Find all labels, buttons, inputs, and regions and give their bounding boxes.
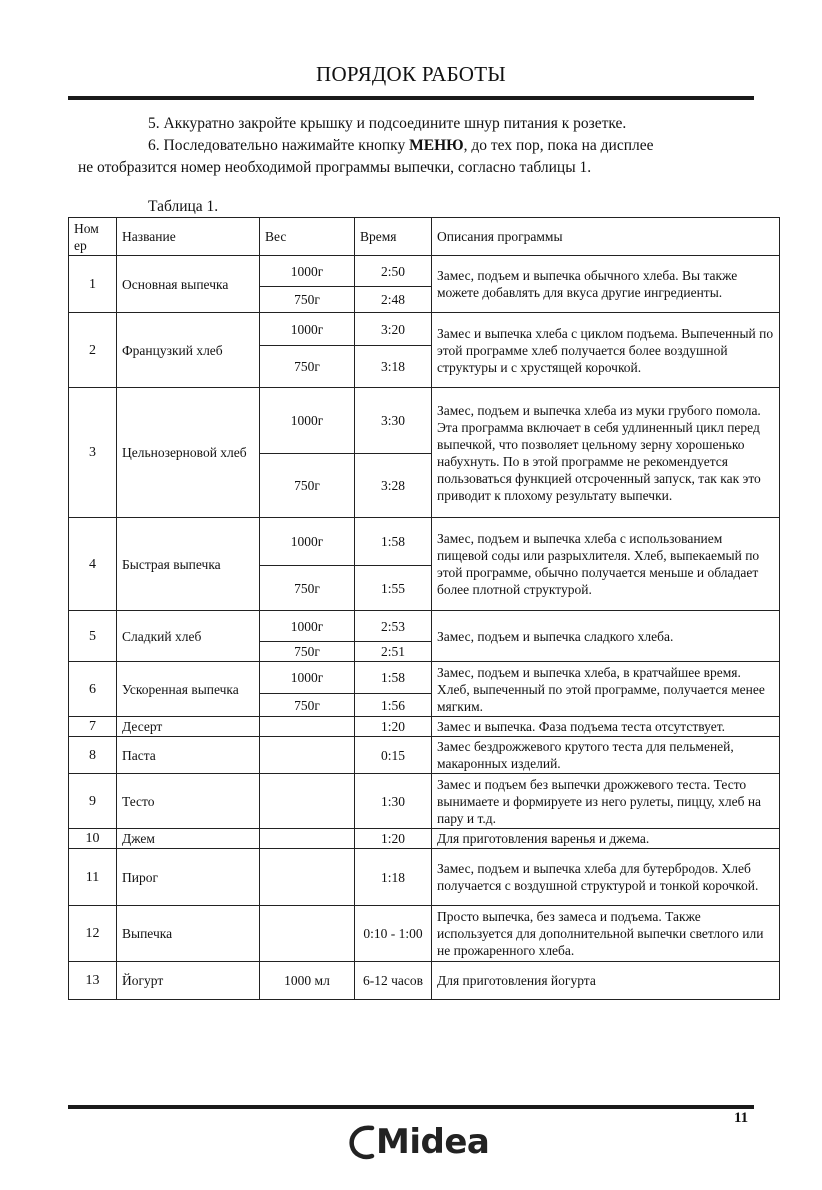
program-number: 9	[69, 774, 117, 829]
table-row	[69, 662, 780, 694]
program-time: 0:15	[355, 737, 432, 774]
program-description: Замес и выпечка хлеба с циклом подъема. Выпеченный по этой программе хлеб получается более воздушной структуры и с хрустящей корочкой.	[432, 313, 780, 388]
program-weight: 750г	[260, 566, 355, 611]
program-description: Замес и подъем без выпечки дрожжевого теста. Тесто вынимаете и формируете из него рулеты, пиццу, хлеб на пару и т.д.	[432, 774, 780, 829]
program-name: Цельнозерновой хлеб	[117, 388, 260, 518]
program-time: 2:51	[355, 642, 432, 662]
step-6-text-continued: не отобразится номер необходимой программы выпечки, согласно таблицы 1.	[78, 159, 592, 176]
program-time: 1:55	[355, 566, 432, 611]
program-time: 1:20	[355, 717, 432, 737]
header-weight: Вес	[260, 218, 355, 256]
header-rule	[68, 96, 754, 100]
program-time: 1:18	[355, 849, 432, 906]
menu-button-name: МЕНЮ	[409, 137, 464, 154]
header-description: Описания программы	[432, 218, 780, 256]
program-time: 2:50	[355, 256, 432, 287]
program-name: Йогурт	[117, 962, 260, 1000]
table-row	[69, 774, 780, 829]
program-description: Замес, подъем и выпечка хлеба из муки грубого помола. Эта программа включает в себя удлиненный цикл перед выпечкой, что позволяет цельному зерну хорошенько набухнуть. По в этой программе не рекомендуется пользоваться функцией отсроченный запуск, так как это приводит к плохому результату выпечки.	[432, 388, 780, 518]
program-time: 3:28	[355, 454, 432, 518]
program-name: Джем	[117, 829, 260, 849]
program-weight	[260, 774, 355, 829]
program-description: Замес, подъем и выпечка хлеба, в кратчайшее время. Хлеб, выпеченный по этой программе, получается менее мягким.	[432, 662, 780, 717]
table-row	[69, 717, 780, 737]
page-number: 11	[734, 1110, 749, 1126]
table-row	[69, 849, 780, 906]
program-weight	[260, 717, 355, 737]
header-name: Название	[117, 218, 260, 256]
program-weight: 750г	[260, 694, 355, 717]
step-5-text: 5. Аккуратно закройте крышку и подсоедините шнур питания к розетке.	[148, 115, 627, 132]
table-row	[69, 611, 780, 642]
footer-rule	[68, 1105, 754, 1109]
program-name: Ускоренная выпечка	[117, 662, 260, 717]
program-description: Замес, подъем и выпечка сладкого хлеба.	[432, 611, 780, 662]
program-description: Замес, подъем и выпечка обычного хлеба. Вы также можете добавлять для вкуса другие ингредиенты.	[432, 256, 780, 313]
logo-text: Midea	[376, 1122, 490, 1162]
table-row	[69, 962, 780, 1000]
program-name: Пирог	[117, 849, 260, 906]
header-number: Ном ер	[69, 218, 117, 256]
header-time: Время	[355, 218, 432, 256]
program-weight: 1000 мл	[260, 962, 355, 1000]
program-weight: 1000г	[260, 388, 355, 454]
program-time: 3:20	[355, 313, 432, 346]
program-description: Замес бездрожжевого крутого теста для пельменей, макаронных изделий.	[432, 737, 780, 774]
program-number: 3	[69, 388, 117, 518]
program-weight	[260, 737, 355, 774]
table-row	[69, 256, 780, 287]
step-6-text	[148, 135, 653, 157]
program-time: 1:58	[355, 662, 432, 694]
table-row	[69, 737, 780, 774]
program-name: Десерт	[117, 717, 260, 737]
program-time: 1:56	[355, 694, 432, 717]
program-weight: 750г	[260, 642, 355, 662]
program-weight	[260, 849, 355, 906]
program-table	[68, 217, 780, 1000]
table-row	[69, 388, 780, 454]
program-description: Для приготовления йогурта	[432, 962, 780, 1000]
program-weight: 750г	[260, 346, 355, 388]
table-row	[69, 906, 780, 962]
step-6-text-start: 6. Последовательно нажимайте кнопку	[148, 137, 410, 154]
program-number: 11	[69, 849, 117, 906]
program-time: 6-12 часов	[355, 962, 432, 1000]
program-time: 3:30	[355, 388, 432, 454]
program-number: 13	[69, 962, 117, 1000]
program-weight: 1000г	[260, 313, 355, 346]
program-time: 1:58	[355, 518, 432, 566]
program-weight: 750г	[260, 287, 355, 313]
program-weight: 750г	[260, 454, 355, 518]
program-time: 2:48	[355, 287, 432, 313]
program-name: Паста	[117, 737, 260, 774]
program-description: Замес, подъем и выпечка хлеба с использованием пищевой соды или разрыхлителя. Хлеб, выпекаемый по этой программе, обычно получается меньше и обладает более плотной структурой.	[432, 518, 780, 611]
program-description: Замес и выпечка. Фаза подъема теста отсутствует.	[432, 717, 780, 737]
table-caption: Таблица 1.	[148, 198, 219, 215]
page-title: ПОРЯДОК РАБОТЫ	[315, 62, 507, 86]
program-number: 8	[69, 737, 117, 774]
midea-logo	[348, 1122, 490, 1162]
program-weight	[260, 829, 355, 849]
program-number: 6	[69, 662, 117, 717]
step-6-text-end: , до тех пор, пока на дисплее	[463, 137, 654, 154]
table-row	[69, 518, 780, 566]
program-number: 7	[69, 717, 117, 737]
program-number: 2	[69, 313, 117, 388]
program-time: 0:10 - 1:00	[355, 906, 432, 962]
program-time: 1:30	[355, 774, 432, 829]
program-name: Основная выпечка	[117, 256, 260, 313]
program-name: Сладкий хлеб	[117, 611, 260, 662]
program-time: 1:20	[355, 829, 432, 849]
program-number: 12	[69, 906, 117, 962]
program-description: Для приготовления варенья и джема.	[432, 829, 780, 849]
program-weight: 1000г	[260, 611, 355, 642]
program-name: Тесто	[117, 774, 260, 829]
program-name: Французкий хлеб	[117, 313, 260, 388]
program-number: 1	[69, 256, 117, 313]
program-number: 10	[69, 829, 117, 849]
program-name: Быстрая выпечка	[117, 518, 260, 611]
program-name: Выпечка	[117, 906, 260, 962]
program-time: 2:53	[355, 611, 432, 642]
table-row	[69, 313, 780, 346]
program-time: 3:18	[355, 346, 432, 388]
program-weight: 1000г	[260, 518, 355, 566]
table-header-row	[69, 218, 780, 256]
program-description: Просто выпечка, без замеса и подъема. Также используется для дополнительной выпечки светлого или не прожаренного хлеба.	[432, 906, 780, 962]
program-weight: 1000г	[260, 256, 355, 287]
program-weight	[260, 906, 355, 962]
program-description: Замес, подъем и выпечка хлеба для бутербродов. Хлеб получается с воздушной структурой и тонкой корочкой.	[432, 849, 780, 906]
program-number: 4	[69, 518, 117, 611]
midea-swirl-icon	[348, 1122, 378, 1162]
table-row	[69, 829, 780, 849]
program-number: 5	[69, 611, 117, 662]
program-weight: 1000г	[260, 662, 355, 694]
